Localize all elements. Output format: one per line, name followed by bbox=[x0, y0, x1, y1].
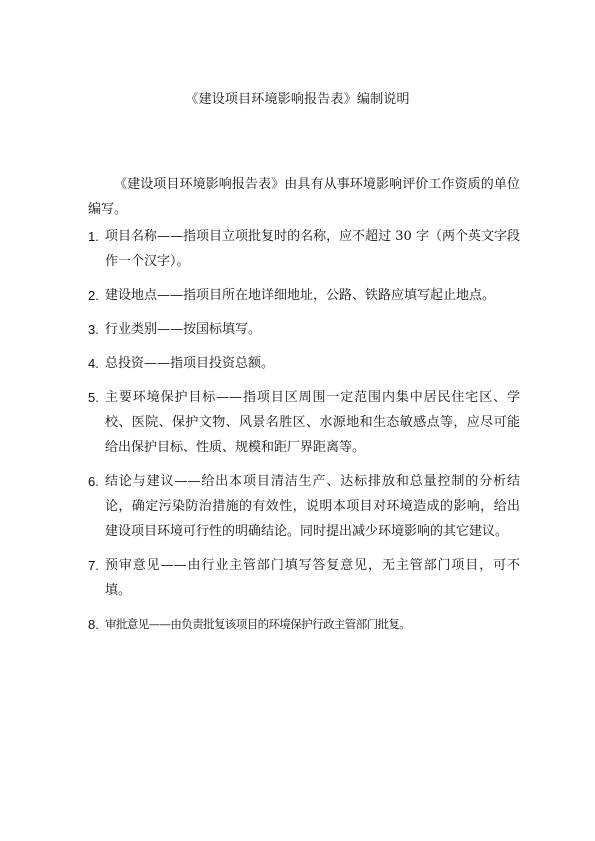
instruction-list bbox=[88, 224, 520, 646]
item-number: 4. bbox=[88, 356, 99, 371]
list-item bbox=[88, 385, 520, 460]
item-text: 预审意见——由行业主管部门填写答复意见，无主管部门项目，可不填。 bbox=[105, 558, 520, 598]
item-text: 项目名称——指项目立项批复时的名称，应不超过 30 字（两个英文字段作一个汉字）。 bbox=[105, 229, 520, 269]
item-text: 结论与建议——给出本项目清洁生产、达标排放和总量控制的分析结论，确定污染防治措施的有效性，说明本项目对环境造成的影响，给出建设项目环境可行性的明确结论。同时提出减少环境影响的其它建议。 bbox=[105, 474, 520, 539]
item-number: 6. bbox=[88, 474, 99, 489]
item-number: 8. bbox=[88, 617, 99, 632]
list-item bbox=[88, 351, 520, 376]
item-text: 行业类别——按国标填写。 bbox=[105, 322, 262, 337]
item-number: 2. bbox=[88, 288, 99, 303]
item-text: 建设地点——指项目所在地详细地址，公路、铁路应填写起止地点。 bbox=[105, 288, 496, 303]
list-item bbox=[88, 224, 520, 274]
list-item bbox=[88, 553, 520, 603]
list-item bbox=[88, 283, 520, 308]
item-number: 1. bbox=[88, 229, 99, 244]
item-number: 3. bbox=[88, 322, 99, 337]
list-item bbox=[88, 317, 520, 342]
item-text: 总投资——指项目投资总额。 bbox=[105, 356, 275, 371]
list-item bbox=[88, 469, 520, 544]
item-text: 审批意见——由负责批复该项目的环境保护行政主管部门批复。 bbox=[105, 617, 411, 631]
item-number: 7. bbox=[88, 558, 99, 573]
list-item bbox=[88, 612, 520, 637]
item-number: 5. bbox=[88, 390, 99, 405]
page-title: 《建设项目环境影响报告表》编制说明 bbox=[185, 92, 410, 107]
intro-paragraph: 《建设项目环境影响报告表》由具有从事环境影响评价工作资质的单位编写。 bbox=[88, 177, 520, 217]
item-text: 主要环境保护目标——指项目区周围一定范围内集中居民住宅区、学校、医院、保护文物、风景名胜区、水源地和生态敏感点等，应尽可能给出保护目标、性质、规模和距厂界距离等。 bbox=[105, 390, 520, 455]
